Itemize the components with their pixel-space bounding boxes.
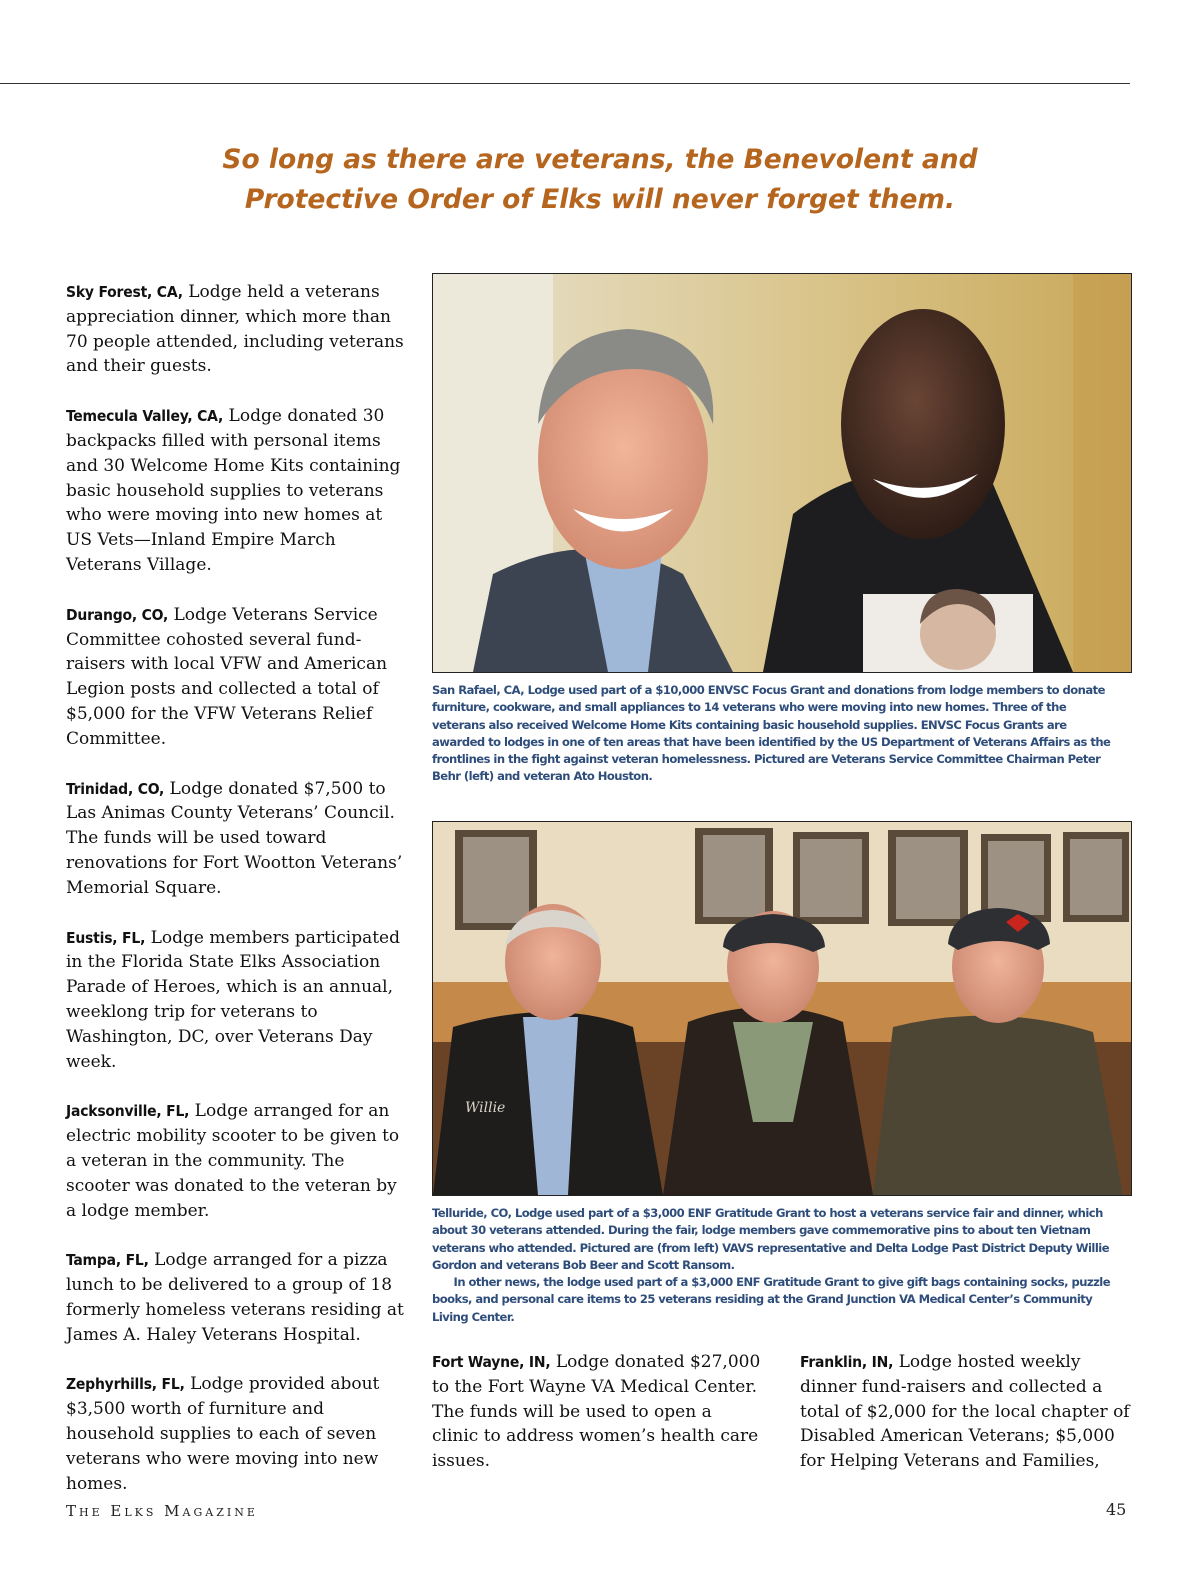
news-item-place: Franklin, IN,: [800, 1353, 894, 1371]
middle-news-column: [432, 1350, 762, 1499]
news-item-place: Eustis, FL,: [66, 928, 146, 947]
news-item-place: Fort Wayne, IN,: [432, 1353, 551, 1371]
news-item-place: Trinidad, CO,: [66, 779, 165, 798]
news-item-place: Sky Forest, CA,: [66, 283, 183, 301]
caption-text-2: In other news, the lodge used part of a $3,000 ENF Gratitude Grant to give gift bags containing socks, puzzle books, and personal care items to 25 veterans residing at the Grand Junction VA Medical Center’s Community Living Center.: [432, 1275, 1111, 1324]
news-item-eustis: [66, 926, 404, 1075]
headline-line-1: So long as there are veterans, the Benevolent and: [222, 144, 978, 175]
news-item-temecula: [66, 404, 404, 578]
news-item-text: Lodge hosted weekly dinner fund-raisers and collected a total of $2,000 for the local chapter of Disabled American Veterans; $5,000 for Helping Veterans and Families,: [800, 1352, 1130, 1472]
top-rule: [0, 83, 1130, 84]
news-item-text: Lodge provided about $3,500 worth of furniture and household supplies to each of seven veterans who were moving into new homes.: [66, 1374, 380, 1494]
caption-place: San Rafael, CA,: [432, 683, 525, 697]
news-item-jacksonville: [66, 1099, 404, 1223]
pull-quote-headline: [150, 140, 1050, 220]
news-item-text: Lodge donated $7,500 to Las Animas County Veterans’ Council. The funds will be used toward renovations for Fort Wootton Veterans’ Memorial Square.: [66, 778, 403, 898]
news-item-place: Tampa, FL,: [66, 1251, 149, 1270]
news-item-trinidad: [66, 777, 404, 901]
news-item-tampa: [66, 1248, 404, 1347]
news-item-durango: [66, 603, 404, 752]
headline-line-2: Protective Order of Elks will never forget them.: [244, 184, 956, 215]
magazine-footer-title: The Elks Magazine: [66, 1502, 258, 1520]
news-item-place: Durango, CO,: [66, 605, 169, 624]
photo-caption-telluride: [432, 1205, 1116, 1326]
news-item-fort-wayne: [432, 1350, 762, 1474]
news-item-zephyrhills: [66, 1372, 404, 1496]
caption-text: Lodge used part of a $3,000 ENF Gratitude Grant to host a veterans service fair and dinner, which about 30 veterans attended. During the fair, lodge members gave commemorative pins to about ten Vietnam veterans who attended. Pictured are (from left) VAVS representative and Delta Lodge Past District Deputy Willie Gordon and veterans Bob Beer and Scott Ransom.: [432, 1206, 1109, 1272]
photo-san-rafael: [432, 273, 1132, 673]
news-item-text: Lodge members participated in the Florida State Elks Association Parade of Heroes, which is an annual, weeklong trip for veterans to Washington, DC, over Veterans Day week.: [66, 927, 400, 1072]
news-item-text: Lodge Veterans Service Committee cohosted several fund-raisers with local VFW and American Legion posts and collected a total of $5,000 for the VFW Veterans Relief Committee.: [66, 604, 388, 749]
left-news-column: [66, 280, 404, 1521]
photo-san-rafael-illustration: [433, 274, 1131, 672]
news-item-sky-forest: [66, 280, 404, 379]
caption-place: Telluride, CO,: [432, 1206, 512, 1220]
news-item-text: Lodge donated $27,000 to the Fort Wayne VA Medical Center. The funds will be used to open a clinic to address women’s health care issues.: [432, 1352, 761, 1472]
news-item-text: Lodge arranged for a pizza lunch to be delivered to a group of 18 formerly homeless veterans residing at James A. Haley Veterans Hospital.: [66, 1250, 404, 1345]
news-item-place: Temecula Valley, CA,: [66, 407, 224, 426]
news-item-text: Lodge arranged for an electric mobility scooter to be given to a veteran in the community. The scooter was donated to the veteran by a lodge member.: [66, 1101, 400, 1221]
page-number: 45: [1106, 1500, 1127, 1519]
caption-text: Lodge used part of a $10,000 ENVSC Focus Grant and donations from lodge members to donate furniture, cookware, and small appliances to 14 veterans who were moving into new homes. Three of the veterans also received Welcome Home Kits containing basic household supplies. ENVSC Focus Grants are awarded to lodges in one of ten areas that have been identified by the US Department of Veterans Affairs as the frontlines in the fight against veteran homelessness. Pictured are Veterans Service Committee Chairman Peter Behr (left) and veteran Ato Houston.: [432, 683, 1111, 784]
news-item-text: Lodge held a veterans appreciation dinner, which more than 70 people attended, including veterans and their guests.: [66, 282, 404, 377]
news-item-place: Jacksonville, FL,: [66, 1102, 190, 1121]
news-item-franklin: [800, 1350, 1135, 1474]
right-news-column: [800, 1350, 1135, 1499]
photo-telluride: [432, 821, 1132, 1196]
news-item-place: Zephyrhills, FL,: [66, 1375, 185, 1394]
photo-caption-san-rafael: [432, 682, 1116, 786]
photo-telluride-illustration: [433, 822, 1131, 1195]
vest-patch-text: Willie: [465, 1100, 506, 1116]
news-item-text: Lodge donated 30 backpacks filled with personal items and 30 Welcome Home Kits containing basic household supplies to veterans who were moving into new homes at US Vets—Inland Empire March Veterans Village.: [66, 406, 401, 575]
